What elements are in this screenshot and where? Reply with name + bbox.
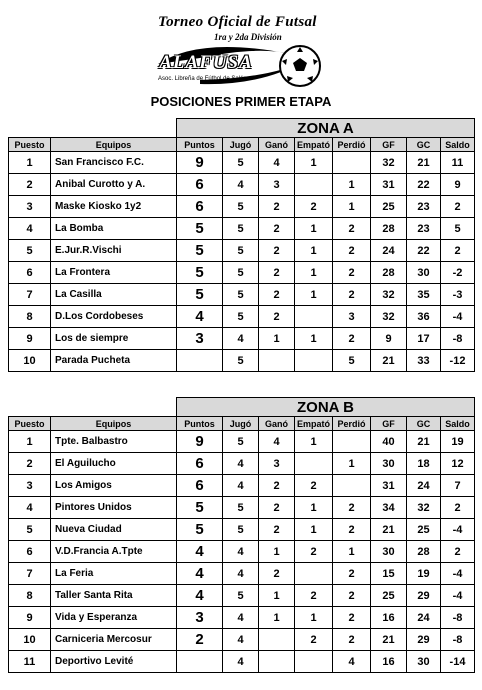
goals-against-cell: 29 — [407, 585, 441, 607]
zone-title-spacer — [9, 119, 177, 138]
table-row — [9, 152, 475, 174]
drawn-cell: 2 — [295, 541, 333, 563]
association-name: Asoc. Libreña de Fútbol de Salón — [158, 76, 247, 82]
column-header: Perdió — [333, 417, 371, 431]
column-header: Ganó — [259, 417, 295, 431]
position-cell: 1 — [9, 152, 51, 174]
goal-diff-cell: -4 — [441, 306, 475, 328]
points-cell: 3 — [177, 607, 223, 629]
column-header: Perdió — [333, 138, 371, 152]
drawn-cell: 1 — [295, 607, 333, 629]
played-cell: 4 — [223, 541, 259, 563]
points-cell: 5 — [177, 218, 223, 240]
points-cell: 4 — [177, 563, 223, 585]
column-header: Puesto — [9, 138, 51, 152]
goals-against-cell: 24 — [407, 475, 441, 497]
zone-title: ZONA A — [177, 119, 475, 138]
drawn-cell — [295, 563, 333, 585]
won-cell: 2 — [259, 519, 295, 541]
drawn-cell — [295, 350, 333, 372]
position-cell: 8 — [9, 306, 51, 328]
won-cell — [259, 629, 295, 651]
played-cell: 5 — [223, 152, 259, 174]
played-cell: 4 — [223, 475, 259, 497]
won-cell: 4 — [259, 431, 295, 453]
table-row — [9, 431, 475, 453]
won-cell: 2 — [259, 497, 295, 519]
table-row — [9, 196, 475, 218]
team-cell: Los de siempre — [51, 328, 177, 350]
goals-for-cell: 31 — [371, 475, 407, 497]
won-cell: 2 — [259, 196, 295, 218]
played-cell: 4 — [223, 328, 259, 350]
won-cell: 1 — [259, 607, 295, 629]
goal-diff-cell: -4 — [441, 585, 475, 607]
goals-for-cell: 24 — [371, 240, 407, 262]
points-cell: 5 — [177, 519, 223, 541]
goals-against-cell: 17 — [407, 328, 441, 350]
position-cell: 6 — [9, 541, 51, 563]
lost-cell: 2 — [333, 284, 371, 306]
played-cell: 4 — [223, 607, 259, 629]
goal-diff-cell: -4 — [441, 563, 475, 585]
team-cell: La Frontera — [51, 262, 177, 284]
team-cell: Vida y Esperanza — [51, 607, 177, 629]
drawn-cell — [295, 174, 333, 196]
brand-name: ALAFUSA — [159, 52, 253, 73]
team-cell: Carniceria Mercosur — [51, 629, 177, 651]
goals-against-cell: 22 — [407, 240, 441, 262]
goal-diff-cell: 11 — [441, 152, 475, 174]
points-cell: 4 — [177, 585, 223, 607]
table-row — [9, 585, 475, 607]
team-cell: La Casilla — [51, 284, 177, 306]
position-cell: 10 — [9, 350, 51, 372]
goals-against-cell: 35 — [407, 284, 441, 306]
team-cell: Maske Kiosko 1y2 — [51, 196, 177, 218]
goals-against-cell: 18 — [407, 453, 441, 475]
team-cell: La Bomba — [51, 218, 177, 240]
played-cell: 5 — [223, 350, 259, 372]
position-cell: 3 — [9, 475, 51, 497]
won-cell: 2 — [259, 262, 295, 284]
played-cell: 5 — [223, 196, 259, 218]
column-header: Equipos — [51, 417, 177, 431]
goals-for-cell: 32 — [371, 152, 407, 174]
won-cell — [259, 350, 295, 372]
position-cell: 11 — [9, 651, 51, 673]
column-header: Saldo — [441, 138, 475, 152]
goal-diff-cell: 2 — [441, 497, 475, 519]
points-cell — [177, 350, 223, 372]
played-cell: 4 — [223, 651, 259, 673]
goal-diff-cell: -3 — [441, 284, 475, 306]
table-row — [9, 284, 475, 306]
lost-cell — [333, 152, 371, 174]
standings-table-zona-b — [8, 397, 475, 673]
played-cell: 5 — [223, 519, 259, 541]
drawn-cell: 1 — [295, 497, 333, 519]
position-cell: 6 — [9, 262, 51, 284]
column-header: Puntos — [177, 417, 223, 431]
goals-for-cell: 21 — [371, 350, 407, 372]
lost-cell: 4 — [333, 651, 371, 673]
position-cell: 3 — [9, 196, 51, 218]
team-cell: El Aguilucho — [51, 453, 177, 475]
team-cell: Deportivo Levité — [51, 651, 177, 673]
table-row — [9, 218, 475, 240]
played-cell: 5 — [223, 284, 259, 306]
goals-for-cell: 21 — [371, 629, 407, 651]
team-cell: V.D.Francia A.Tpte — [51, 541, 177, 563]
table-row — [9, 651, 475, 673]
goals-against-cell: 24 — [407, 607, 441, 629]
column-header: Empató — [295, 417, 333, 431]
goals-for-cell: 40 — [371, 431, 407, 453]
goals-for-cell: 15 — [371, 563, 407, 585]
drawn-cell: 1 — [295, 240, 333, 262]
goal-diff-cell: 7 — [441, 475, 475, 497]
goals-against-cell: 25 — [407, 519, 441, 541]
lost-cell: 2 — [333, 262, 371, 284]
lost-cell: 1 — [333, 174, 371, 196]
goals-for-cell: 21 — [371, 519, 407, 541]
points-cell: 6 — [177, 196, 223, 218]
points-cell: 6 — [177, 174, 223, 196]
points-cell: 3 — [177, 328, 223, 350]
lost-cell: 2 — [333, 497, 371, 519]
played-cell: 4 — [223, 629, 259, 651]
goals-against-cell: 23 — [407, 196, 441, 218]
played-cell: 5 — [223, 431, 259, 453]
drawn-cell: 2 — [295, 585, 333, 607]
goals-against-cell: 32 — [407, 497, 441, 519]
points-cell: 9 — [177, 152, 223, 174]
table-row — [9, 306, 475, 328]
column-header: Empató — [295, 138, 333, 152]
goals-against-cell: 30 — [407, 262, 441, 284]
table-row — [9, 519, 475, 541]
position-cell: 5 — [9, 240, 51, 262]
played-cell: 5 — [223, 262, 259, 284]
table-row — [9, 350, 475, 372]
drawn-cell: 1 — [295, 152, 333, 174]
lost-cell — [333, 475, 371, 497]
points-cell: 6 — [177, 453, 223, 475]
goals-against-cell: 21 — [407, 431, 441, 453]
goals-for-cell: 30 — [371, 453, 407, 475]
lost-cell: 3 — [333, 306, 371, 328]
header-row — [9, 138, 475, 152]
team-cell: Pintores Unidos — [51, 497, 177, 519]
column-header: GC — [407, 417, 441, 431]
team-cell: Tpte. Balbastro — [51, 431, 177, 453]
table-row — [9, 541, 475, 563]
lost-cell: 2 — [333, 563, 371, 585]
drawn-cell: 1 — [295, 262, 333, 284]
position-cell: 4 — [9, 218, 51, 240]
goal-diff-cell: 2 — [441, 196, 475, 218]
column-header: Puesto — [9, 417, 51, 431]
table-row — [9, 174, 475, 196]
goals-for-cell: 25 — [371, 196, 407, 218]
won-cell: 2 — [259, 563, 295, 585]
won-cell: 2 — [259, 218, 295, 240]
goals-for-cell: 32 — [371, 284, 407, 306]
won-cell: 2 — [259, 475, 295, 497]
table-row — [9, 262, 475, 284]
goals-against-cell: 29 — [407, 629, 441, 651]
points-cell — [177, 651, 223, 673]
goals-for-cell: 9 — [371, 328, 407, 350]
header-row — [9, 417, 475, 431]
goals-against-cell: 21 — [407, 152, 441, 174]
goal-diff-cell: 2 — [441, 240, 475, 262]
column-header: Ganó — [259, 138, 295, 152]
position-cell: 7 — [9, 563, 51, 585]
table-row — [9, 240, 475, 262]
team-cell: Nueva Ciudad — [51, 519, 177, 541]
team-cell: San Francisco F.C. — [51, 152, 177, 174]
points-cell: 9 — [177, 431, 223, 453]
played-cell: 5 — [223, 497, 259, 519]
lost-cell — [333, 431, 371, 453]
points-cell: 5 — [177, 240, 223, 262]
goal-diff-cell: 9 — [441, 174, 475, 196]
goals-for-cell: 31 — [371, 174, 407, 196]
position-cell: 5 — [9, 519, 51, 541]
tournament-logo — [140, 6, 340, 92]
goals-for-cell: 28 — [371, 218, 407, 240]
played-cell: 4 — [223, 453, 259, 475]
position-cell: 1 — [9, 431, 51, 453]
goals-against-cell: 33 — [407, 350, 441, 372]
drawn-cell: 2 — [295, 196, 333, 218]
column-header: GF — [371, 417, 407, 431]
points-cell: 5 — [177, 497, 223, 519]
played-cell: 5 — [223, 218, 259, 240]
played-cell: 4 — [223, 563, 259, 585]
goals-against-cell: 22 — [407, 174, 441, 196]
goals-for-cell: 28 — [371, 262, 407, 284]
team-cell: Parada Pucheta — [51, 350, 177, 372]
points-cell: 5 — [177, 284, 223, 306]
goal-diff-cell: 5 — [441, 218, 475, 240]
lost-cell: 1 — [333, 453, 371, 475]
won-cell: 1 — [259, 541, 295, 563]
goals-for-cell: 16 — [371, 607, 407, 629]
goal-diff-cell: -8 — [441, 607, 475, 629]
points-cell: 5 — [177, 262, 223, 284]
position-cell: 2 — [9, 174, 51, 196]
goal-diff-cell: -4 — [441, 519, 475, 541]
points-cell: 6 — [177, 475, 223, 497]
played-cell: 4 — [223, 174, 259, 196]
zone-title-spacer — [9, 398, 177, 417]
divisions-label: 1ra y 2da División — [214, 32, 282, 42]
table-row — [9, 475, 475, 497]
column-header: Puntos — [177, 138, 223, 152]
won-cell: 1 — [259, 328, 295, 350]
lost-cell: 5 — [333, 350, 371, 372]
lost-cell: 1 — [333, 541, 371, 563]
won-cell: 3 — [259, 453, 295, 475]
table-row — [9, 563, 475, 585]
goal-diff-cell: -8 — [441, 629, 475, 651]
team-cell: D.Los Cordobeses — [51, 306, 177, 328]
goals-against-cell: 19 — [407, 563, 441, 585]
drawn-cell: 1 — [295, 431, 333, 453]
goal-diff-cell: -2 — [441, 262, 475, 284]
drawn-cell: 1 — [295, 519, 333, 541]
table-row — [9, 607, 475, 629]
won-cell: 1 — [259, 585, 295, 607]
position-cell: 10 — [9, 629, 51, 651]
position-cell: 9 — [9, 328, 51, 350]
goal-diff-cell: -8 — [441, 328, 475, 350]
drawn-cell — [295, 306, 333, 328]
position-cell: 7 — [9, 284, 51, 306]
column-header: Jugó — [223, 417, 259, 431]
goal-diff-cell: -14 — [441, 651, 475, 673]
lost-cell: 2 — [333, 218, 371, 240]
won-cell: 2 — [259, 284, 295, 306]
goals-against-cell: 36 — [407, 306, 441, 328]
table-row — [9, 328, 475, 350]
position-cell: 4 — [9, 497, 51, 519]
goals-against-cell: 30 — [407, 651, 441, 673]
team-cell: Los Amigos — [51, 475, 177, 497]
drawn-cell: 1 — [295, 218, 333, 240]
column-header: Jugó — [223, 138, 259, 152]
points-cell: 2 — [177, 629, 223, 651]
goals-against-cell: 28 — [407, 541, 441, 563]
won-cell: 2 — [259, 240, 295, 262]
goals-against-cell: 23 — [407, 218, 441, 240]
standings-table-zona-a — [8, 118, 475, 372]
column-header: GF — [371, 138, 407, 152]
goal-diff-cell: 19 — [441, 431, 475, 453]
drawn-cell — [295, 453, 333, 475]
drawn-cell: 2 — [295, 629, 333, 651]
lost-cell: 1 — [333, 196, 371, 218]
position-cell: 8 — [9, 585, 51, 607]
table-row — [9, 629, 475, 651]
goals-for-cell: 34 — [371, 497, 407, 519]
team-cell: La Feria — [51, 563, 177, 585]
position-cell: 9 — [9, 607, 51, 629]
won-cell: 3 — [259, 174, 295, 196]
goals-for-cell: 30 — [371, 541, 407, 563]
drawn-cell: 1 — [295, 284, 333, 306]
goal-diff-cell: 2 — [441, 541, 475, 563]
drawn-cell: 1 — [295, 328, 333, 350]
lost-cell: 2 — [333, 585, 371, 607]
won-cell: 4 — [259, 152, 295, 174]
played-cell: 5 — [223, 585, 259, 607]
lost-cell: 2 — [333, 519, 371, 541]
table-row — [9, 497, 475, 519]
won-cell — [259, 651, 295, 673]
drawn-cell — [295, 651, 333, 673]
zone-title: ZONA B — [177, 398, 475, 417]
team-cell: E.Jur.R.Vischi — [51, 240, 177, 262]
lost-cell: 2 — [333, 328, 371, 350]
column-header: Equipos — [51, 138, 177, 152]
tournament-title: Torneo Oficial de Futsal — [158, 14, 317, 30]
position-cell: 2 — [9, 453, 51, 475]
team-cell: Taller Santa Rita — [51, 585, 177, 607]
goals-for-cell: 25 — [371, 585, 407, 607]
column-header: Saldo — [441, 417, 475, 431]
goal-diff-cell: 12 — [441, 453, 475, 475]
table-row — [9, 453, 475, 475]
played-cell: 5 — [223, 306, 259, 328]
won-cell: 2 — [259, 306, 295, 328]
points-cell: 4 — [177, 541, 223, 563]
played-cell: 5 — [223, 240, 259, 262]
lost-cell: 2 — [333, 629, 371, 651]
column-header: GC — [407, 138, 441, 152]
drawn-cell: 2 — [295, 475, 333, 497]
lost-cell: 2 — [333, 240, 371, 262]
page-title: POSICIONES PRIMER ETAPA — [150, 94, 332, 109]
lost-cell: 2 — [333, 607, 371, 629]
team-cell: Anibal Curotto y A. — [51, 174, 177, 196]
goal-diff-cell: -12 — [441, 350, 475, 372]
goals-for-cell: 16 — [371, 651, 407, 673]
points-cell: 4 — [177, 306, 223, 328]
goals-for-cell: 32 — [371, 306, 407, 328]
